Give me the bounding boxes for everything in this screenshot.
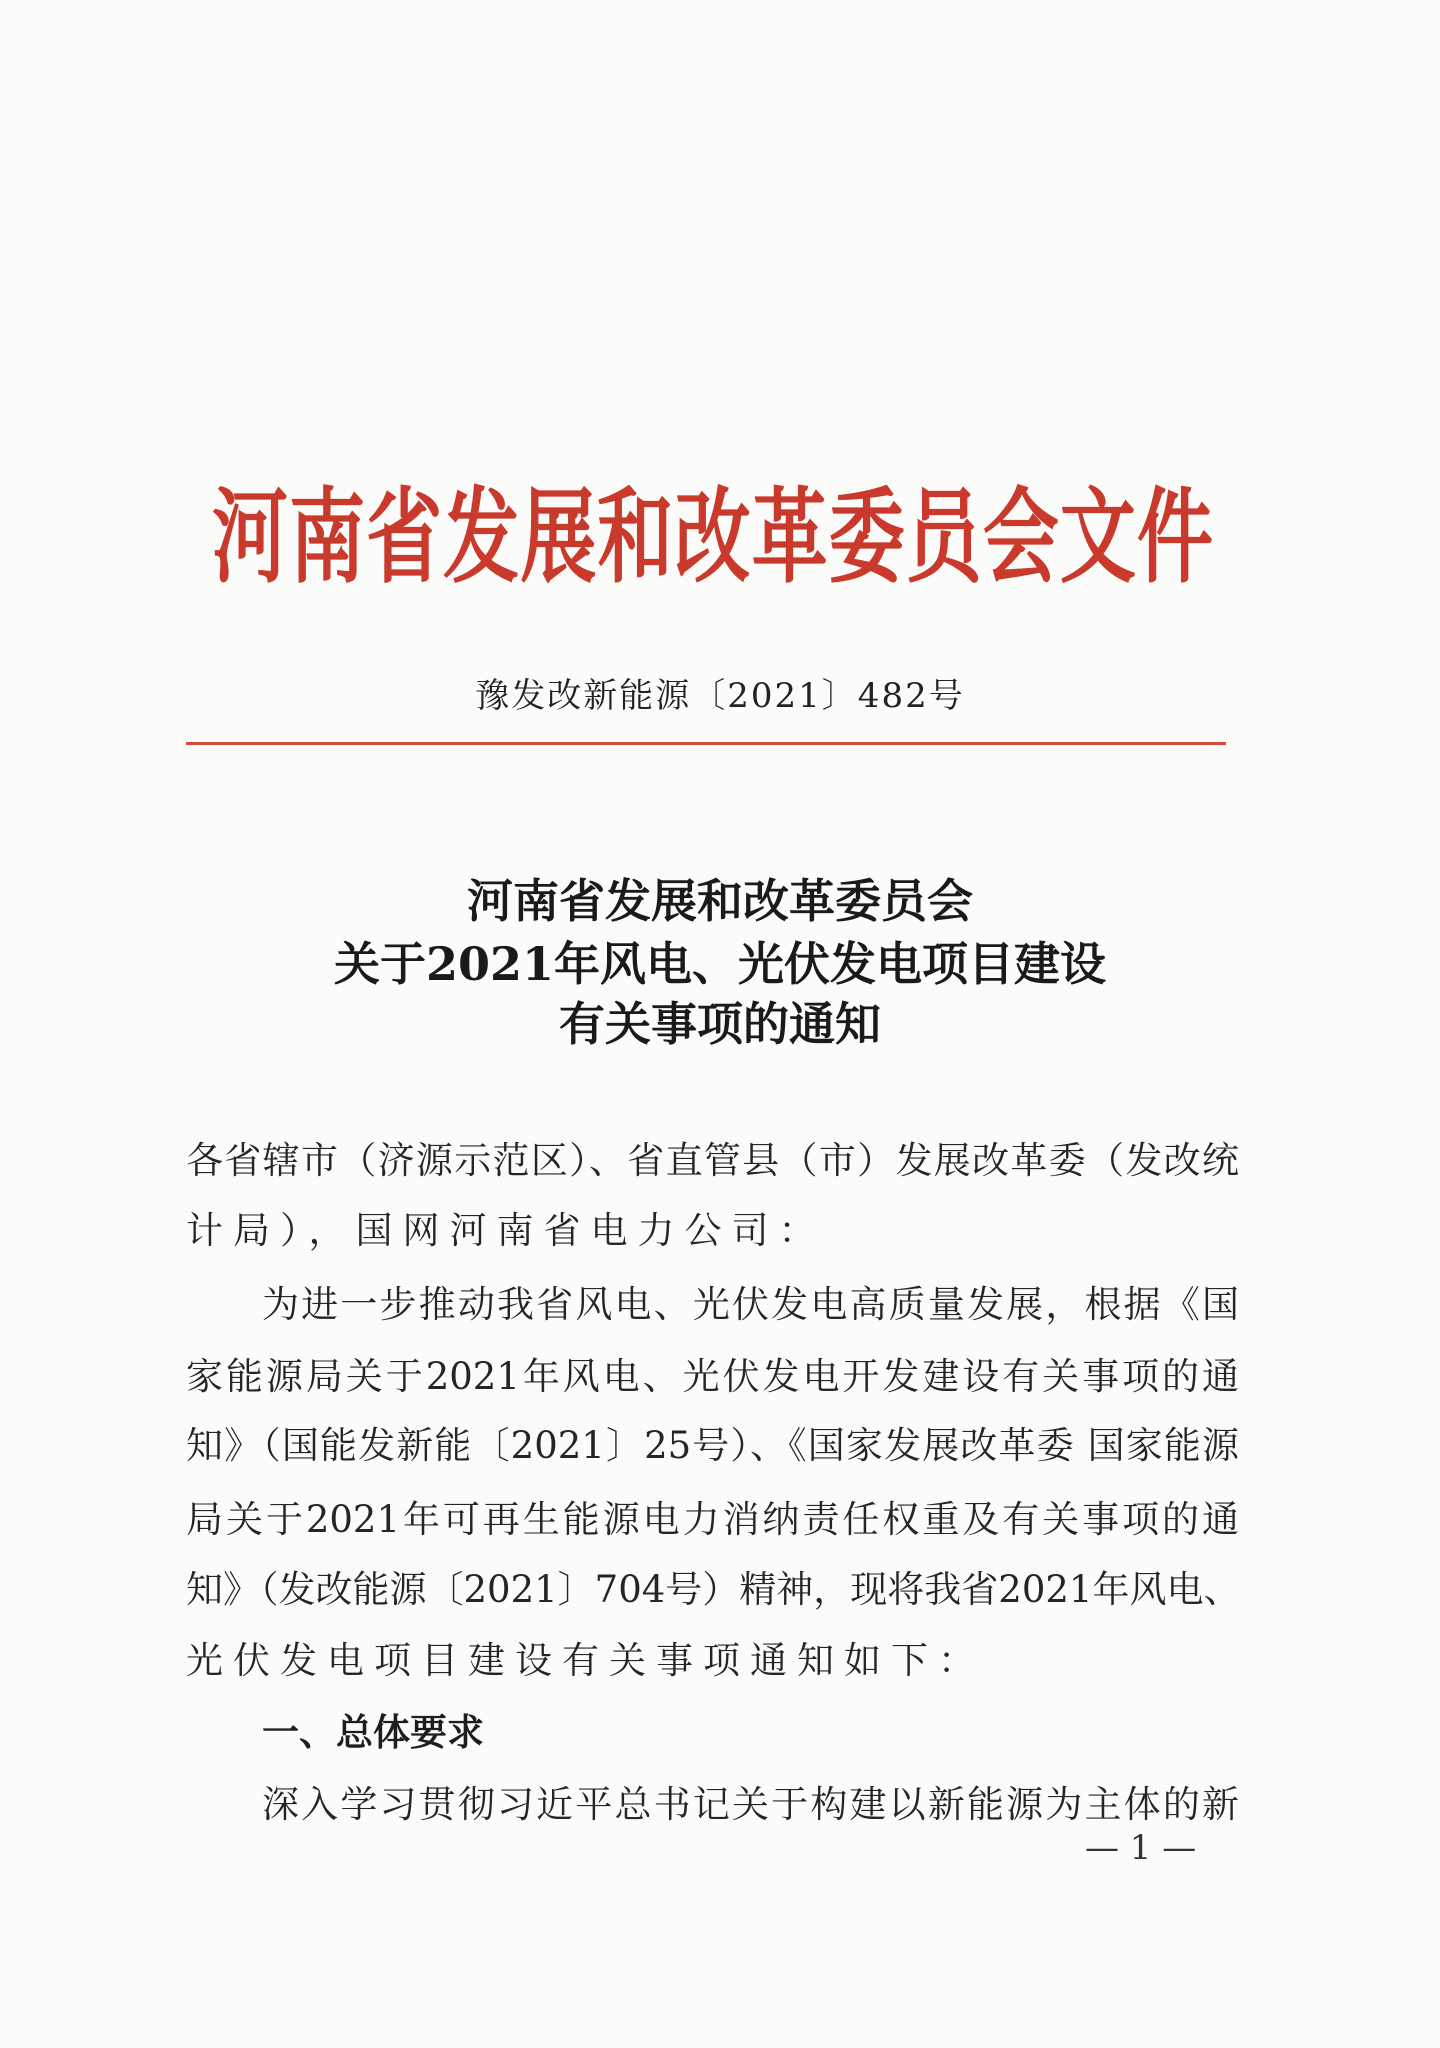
paragraph-line: 为进一步推动我省风电、光伏发电高质量发展，根据《国 bbox=[262, 1283, 1239, 1326]
paragraph-line: 知》（发改能源〔2021〕704号）精神，现将我省2021年风电、 bbox=[186, 1568, 1241, 1611]
addressee-line: 各省辖市（济源示范区）、省直管县（市）发展改革委（发改统 bbox=[186, 1139, 1239, 1182]
red-divider bbox=[186, 742, 1226, 745]
section-heading: 一、总体要求 bbox=[262, 1711, 484, 1754]
page-number: — 1 — bbox=[1085, 1828, 1197, 1868]
document-title-line-3: 有关事项的通知 bbox=[559, 997, 881, 1051]
paragraph-line: 局关于2021年可再生能源电力消纳责任权重及有关事项的通 bbox=[186, 1498, 1239, 1541]
paragraph-line: 光伏发电项目建设有关事项通知如下： bbox=[186, 1639, 985, 1682]
document-title-line-2: 关于2021年风电、光伏发电项目建设 bbox=[333, 937, 1107, 991]
paragraph-line: 知》（国能发新能〔2021〕25号）、《国家发展改革委 国家能源 bbox=[186, 1424, 1239, 1467]
paragraph-line: 深入学习贯彻习近平总书记关于构建以新能源为主体的新 bbox=[262, 1783, 1239, 1826]
document-number: 豫发改新能源〔2021〕482号 bbox=[475, 676, 965, 716]
issuer-header: 河南省发展和改革委员会文件 bbox=[212, 476, 1212, 597]
document-title-line-1: 河南省发展和改革委员会 bbox=[467, 874, 973, 928]
paragraph-line: 家能源局关于2021年风电、光伏发电开发建设有关事项的通 bbox=[186, 1355, 1239, 1398]
addressee-line: 计局），国网河南省电力公司： bbox=[186, 1209, 826, 1252]
